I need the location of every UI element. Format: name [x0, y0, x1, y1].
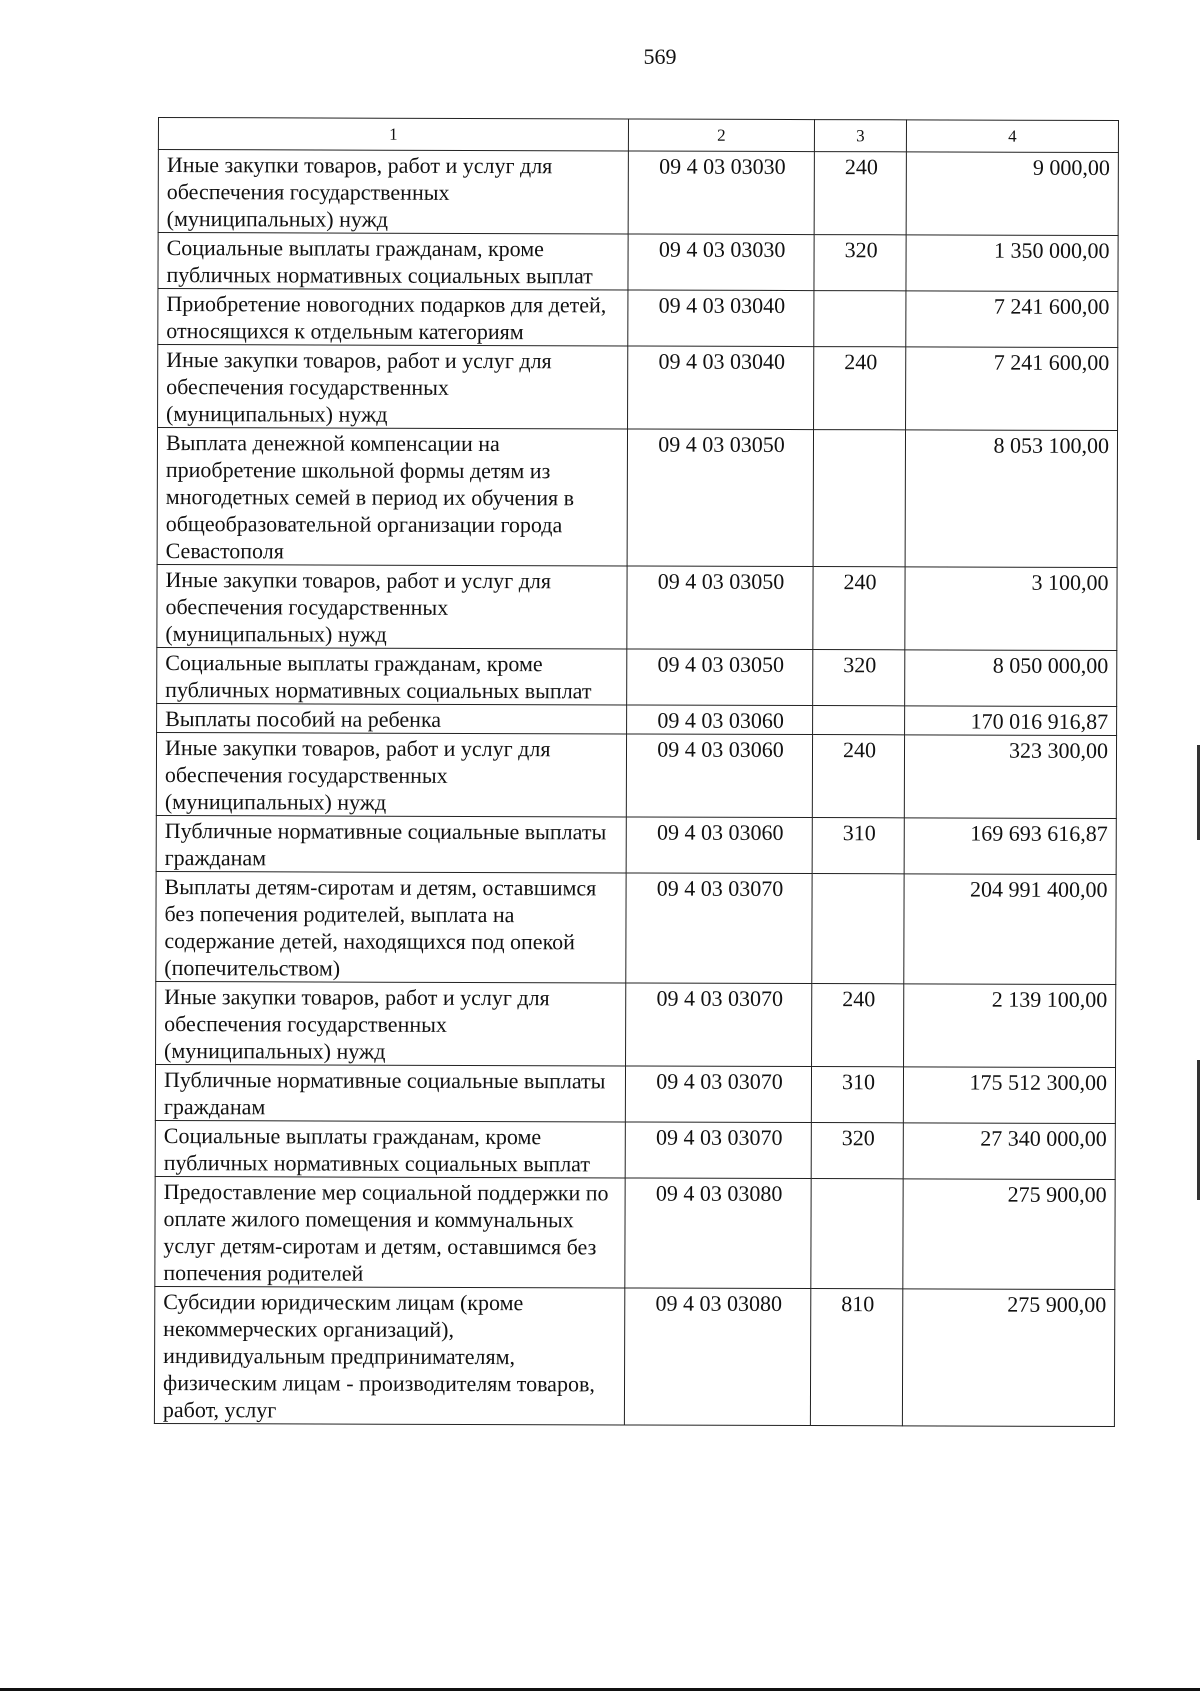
item-name-cell: Социальные выплаты гражданам, кроме публичных нормативных социальных выплат: [157, 647, 627, 704]
table-row: [157, 428, 1117, 568]
expense-type-cell: [811, 1179, 903, 1289]
amount-cell: 7 241 600,00: [906, 291, 1118, 348]
table-row: [157, 647, 1117, 706]
table-body: [154, 150, 1118, 1427]
column-header-4: 4: [906, 120, 1118, 153]
table-row: [156, 815, 1116, 874]
page-bottom-border: [0, 1688, 1200, 1691]
item-name-cell: Социальные выплаты гражданам, кроме публичных нормативных социальных выплат: [155, 1120, 625, 1177]
target-code-cell: 09 4 03 03030: [628, 151, 814, 235]
target-code-cell: 09 4 03 03080: [625, 1178, 811, 1289]
target-code-cell: 09 4 03 03070: [625, 1122, 811, 1179]
amount-cell: 9 000,00: [906, 152, 1118, 236]
item-name-cell: Публичные нормативные социальные выплаты гражданам: [156, 815, 626, 872]
target-code-cell: 09 4 03 03070: [626, 983, 812, 1067]
amount-cell: 3 100,00: [905, 567, 1117, 651]
item-name-cell: Иные закупки товаров, работ и услуг для обеспечения государственных (муниципальных) нужд: [156, 732, 626, 816]
item-name-cell: Иные закупки товаров, работ и услуг для обеспечения государственных (муниципальных) нужд: [156, 981, 626, 1065]
table-row: [155, 1176, 1115, 1289]
amount-cell: 175 512 300,00: [903, 1067, 1115, 1124]
page-number: 569: [643, 44, 677, 69]
table-header-row: [158, 118, 1118, 153]
table-row: [155, 1064, 1115, 1123]
amount-cell: 169 693 616,87: [904, 818, 1116, 875]
target-code-cell: 09 4 03 03070: [625, 1066, 811, 1123]
target-code-cell: 09 4 03 03060: [626, 817, 812, 874]
target-code-cell: 09 4 03 03070: [626, 873, 812, 984]
expense-type-cell: [813, 706, 905, 735]
target-code-cell: 09 4 03 03050: [627, 429, 813, 567]
expense-type-cell: 320: [811, 1123, 903, 1179]
target-code-cell: 09 4 03 03080: [624, 1288, 810, 1426]
table-row: [158, 150, 1118, 236]
amount-cell: 1 350 000,00: [906, 235, 1118, 292]
amount-cell: 27 340 000,00: [903, 1123, 1115, 1180]
expense-type-cell: 240: [814, 152, 906, 235]
item-name-cell: Иные закупки товаров, работ и услуг для обеспечения государственных (муниципальных) нужд: [158, 150, 628, 234]
table-row: [156, 981, 1116, 1067]
expense-type-cell: 240: [812, 735, 904, 818]
expense-type-cell: 240: [814, 347, 906, 430]
expense-type-cell: 310: [811, 1067, 903, 1123]
column-header-2: 2: [628, 119, 814, 152]
item-name-cell: Иные закупки товаров, работ и услуг для обеспечения государственных (муниципальных) нужд: [157, 564, 627, 648]
target-code-cell: 09 4 03 03040: [628, 346, 814, 430]
amount-cell: 323 300,00: [904, 735, 1116, 819]
item-name-cell: Иные закупки товаров, работ и услуг для обеспечения государственных (муниципальных) нужд: [158, 345, 628, 429]
target-code-cell: 09 4 03 03050: [627, 566, 813, 650]
table-row: [158, 289, 1118, 348]
table-row: [155, 1120, 1115, 1179]
expense-type-cell: 810: [810, 1289, 902, 1426]
item-name-cell: Публичные нормативные социальные выплаты гражданам: [155, 1064, 625, 1121]
item-name-cell: Предоставление мер социальной поддержки по оплате жилого помещения и коммунальных услуг детям-сиротам и детям, оставшимся без попечения родителей: [155, 1176, 625, 1287]
amount-cell: 8 053 100,00: [905, 430, 1117, 568]
column-header-3: 3: [814, 120, 906, 152]
expense-type-cell: 310: [812, 818, 904, 874]
amount-cell: 8 050 000,00: [905, 650, 1117, 707]
column-header-1: 1: [158, 118, 628, 151]
expense-type-cell: [813, 430, 905, 567]
item-name-cell: Социальные выплаты гражданам, кроме публичных нормативных социальных выплат: [158, 233, 628, 290]
table-row: [156, 732, 1116, 818]
amount-cell: 275 900,00: [902, 1289, 1114, 1427]
budget-table: [154, 117, 1119, 1427]
target-code-cell: 09 4 03 03060: [626, 734, 812, 818]
item-name-cell: Субсидии юридическим лицам (кроме некоммерческих организаций), индивидуальным предпринимателям, физическим лицам - производителям товаров, работ, услуг: [154, 1286, 624, 1424]
item-name-cell: Выплаты пособий на ребенка: [157, 703, 627, 733]
expense-type-cell: 240: [812, 984, 904, 1067]
expense-type-cell: [814, 291, 906, 347]
target-code-cell: 09 4 03 03040: [628, 290, 814, 347]
amount-cell: 170 016 916,87: [905, 706, 1117, 736]
expense-type-cell: [812, 874, 904, 984]
target-code-cell: 09 4 03 03050: [627, 649, 813, 706]
table-row: [157, 703, 1117, 735]
target-code-cell: 09 4 03 03030: [628, 234, 814, 291]
item-name-cell: Приобретение новогодних подарков для детей, относящихся к отдельным категориям: [158, 289, 628, 346]
table-row: [154, 1286, 1114, 1426]
item-name-cell: Выплата денежной компенсации на приобретение школьной формы детям из многодетных семей в период их обучения в общеобразовательной организации города Севастополя: [157, 428, 627, 566]
expense-type-cell: 240: [813, 567, 905, 650]
amount-cell: 2 139 100,00: [904, 984, 1116, 1068]
table-row: [158, 345, 1118, 431]
expense-type-cell: 320: [814, 235, 906, 291]
table-row: [158, 233, 1118, 292]
table-row: [156, 871, 1116, 984]
amount-cell: 204 991 400,00: [904, 874, 1116, 985]
amount-cell: 275 900,00: [903, 1179, 1115, 1290]
item-name-cell: Выплаты детям-сиротам и детям, оставшимся без попечения родителей, выплата на содержание детей, находящихся под опекой (попечительством): [156, 871, 626, 982]
table-row: [157, 564, 1117, 650]
target-code-cell: 09 4 03 03060: [627, 705, 813, 735]
expense-type-cell: 320: [813, 650, 905, 706]
amount-cell: 7 241 600,00: [906, 347, 1118, 431]
